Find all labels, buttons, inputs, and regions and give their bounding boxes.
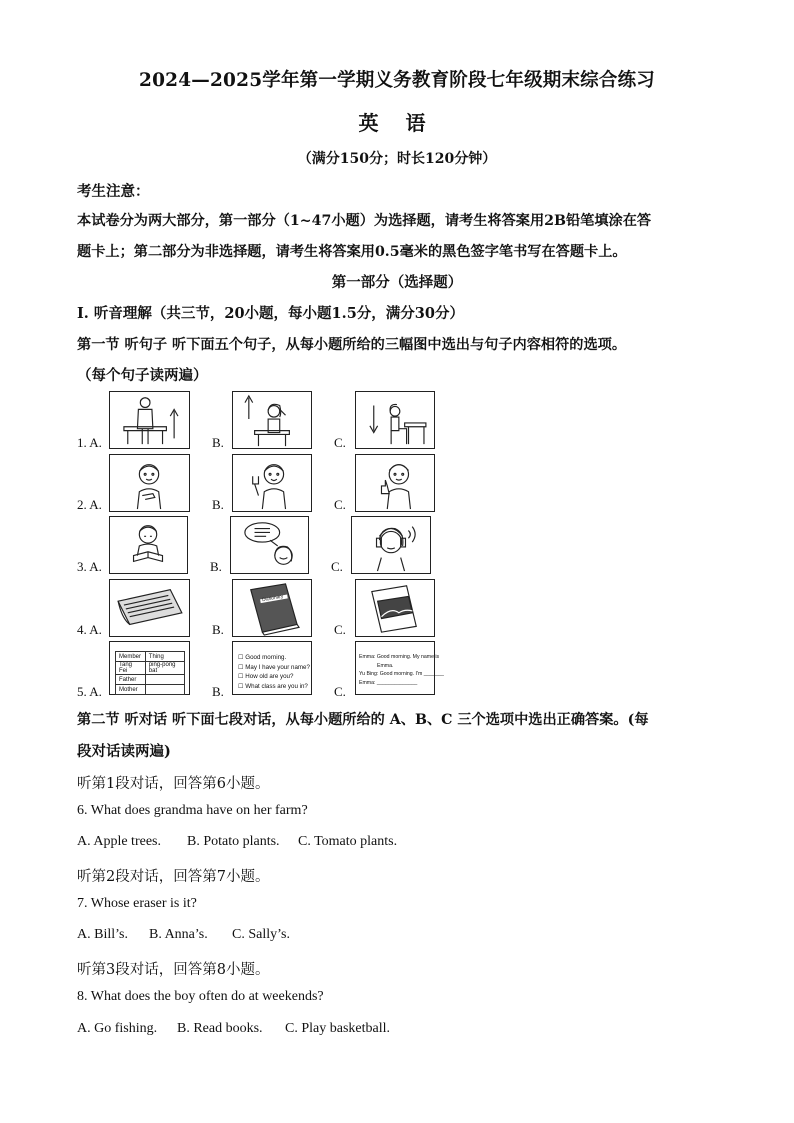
q3-option-b-label: B. [210,559,222,574]
q6-option-c: C. Tomato plants. [298,834,398,849]
q1-option-c-label: C. [334,435,346,450]
q5-option-a-label: 5. A. [77,684,102,699]
dictionary-label: Dictionary [261,594,284,604]
exam-title: 2024—2025学年第一学期义务教育阶段七年级期末综合练习 [139,70,655,91]
sub2-line-1: 第二节 听对话 听下面七段对话，从每小题所给的 A、B、C 三个选项中选出正确答案。(每 [77,712,649,728]
q2-picture-b-boy-waving-icon [232,454,312,512]
checklist-item: ☐ What class are you in? [238,682,308,690]
q2-option-c-label: C. [334,497,346,512]
q7-option-a: A. Bill’s. [77,927,128,942]
q2-option-b-label: B. [212,497,224,512]
checkbox-icon: ☐ [238,673,246,680]
q4-option-a-label: 4. A. [77,622,102,637]
q5-option-c-label: C. [334,684,346,699]
q4-picture-b-dictionary-icon [232,579,312,637]
q4-option-c-label: C. [334,622,346,637]
q5-table-header-thing: Thing [145,652,184,662]
score-note: （满分150分；时长120分钟） [297,151,497,167]
q1-picture-b-sitting-girl-icon [232,391,312,449]
q2-picture-a-boy-hand-on-chest-icon [109,454,190,512]
q5-table-header-member: Member [116,652,146,662]
part1-heading: 第一部分（选择题） [331,274,463,291]
q5-table-cell: ping-pong bat [145,662,184,675]
q5-table-cell [145,675,184,685]
q5-table-cell: Father [116,675,146,685]
q1-picture-c-sitting-down-icon [355,391,435,449]
q2-picture-c-boy-thumbs-up-icon [355,454,435,512]
q4-option-b-label: B. [212,622,224,637]
dialogue-2-intro: 听第2段对话，回答第7小题。 [77,869,270,885]
q3-picture-c-girl-with-headphones-icon [351,516,431,574]
question-6: 6. What does grandma have on her farm? [77,803,308,818]
notice-label: 考生注意： [77,183,150,200]
q5-table-cell: Tang Fei [116,662,146,675]
q4-picture-c-magazine-icon [355,579,435,637]
q8-option-c: C. Play basketball. [285,1021,390,1036]
q4-picture-a-newspaper-icon [109,579,190,637]
question-7: 7. Whose eraser is it? [77,896,197,911]
q3-picture-b-girl-speaking-icon [230,516,309,574]
checkbox-icon: ☐ [238,654,246,661]
sub1-line-1: 第一节 听句子 听下面五个句子，从每小题所给的三幅图中选出与句子内容相符的选项。 [77,337,627,353]
q1-option-b-label: B. [212,435,224,450]
sub1-line-2: （每个句子读两遍） [77,367,208,384]
checkbox-icon: ☐ [238,682,246,690]
q8-option-a: A. Go fishing. [77,1021,158,1036]
q5-checklist [238,653,310,691]
q1-option-a-label: 1. A. [77,435,102,450]
q7-option-c: C. Sally’s. [232,927,290,942]
q5-table-cell [145,685,184,695]
checklist-item: ☐ Good morning. [238,654,287,661]
checklist-item: ☐ May I have your name? [238,663,310,671]
q5-table [115,651,185,695]
sub2-line-2: 段对话读两遍) [77,743,171,760]
q6-option-a: A. Apple trees. [77,834,161,849]
q3-option-c-label: C. [331,559,343,574]
q7-option-b: B. Anna’s. [149,927,208,942]
q2-option-a-label: 2. A. [77,497,102,512]
q5-option-b-label: B. [212,684,224,699]
notice-line-1: 本试卷分为两大部分，第一部分（1~47小题）为选择题，请考生将答案用2B铅笔填涂在答 [77,213,652,229]
dialogue-1-intro: 听第1段对话，回答第6小题。 [77,776,270,792]
checklist-item: ☐ How old are you? [238,673,294,680]
subject-title: 英 语 [358,111,436,135]
checkbox-icon: ☐ [238,663,246,671]
q5-table-cell: Mother [116,685,146,695]
q8-option-b: B. Read books. [177,1021,263,1036]
q6-option-b: B. Potato plants. [187,834,280,849]
q5-dialog-text: Emma: Good morning. My name is Emma. Yu Bing: Good morning. I'm _______ Emma: ______________ [359,654,444,686]
q1-picture-a-standing-boy-icon [109,391,190,449]
dialogue-3-intro: 听第3段对话，回答第8小题。 [77,962,270,978]
q3-option-a-label: 3. A. [77,559,102,574]
section1-heading: Ⅰ. 听音理解（共三节，20小题，每小题1.5分，满分30分） [77,305,464,322]
question-8: 8. What does the boy often do at weekends? [77,989,324,1004]
notice-line-2: 题卡上；第二部分为非选择题，请考生将答案用0.5毫米的黑色签字笔书写在答题卡上。 [77,244,627,260]
q3-picture-a-boy-reading-icon [109,516,188,574]
